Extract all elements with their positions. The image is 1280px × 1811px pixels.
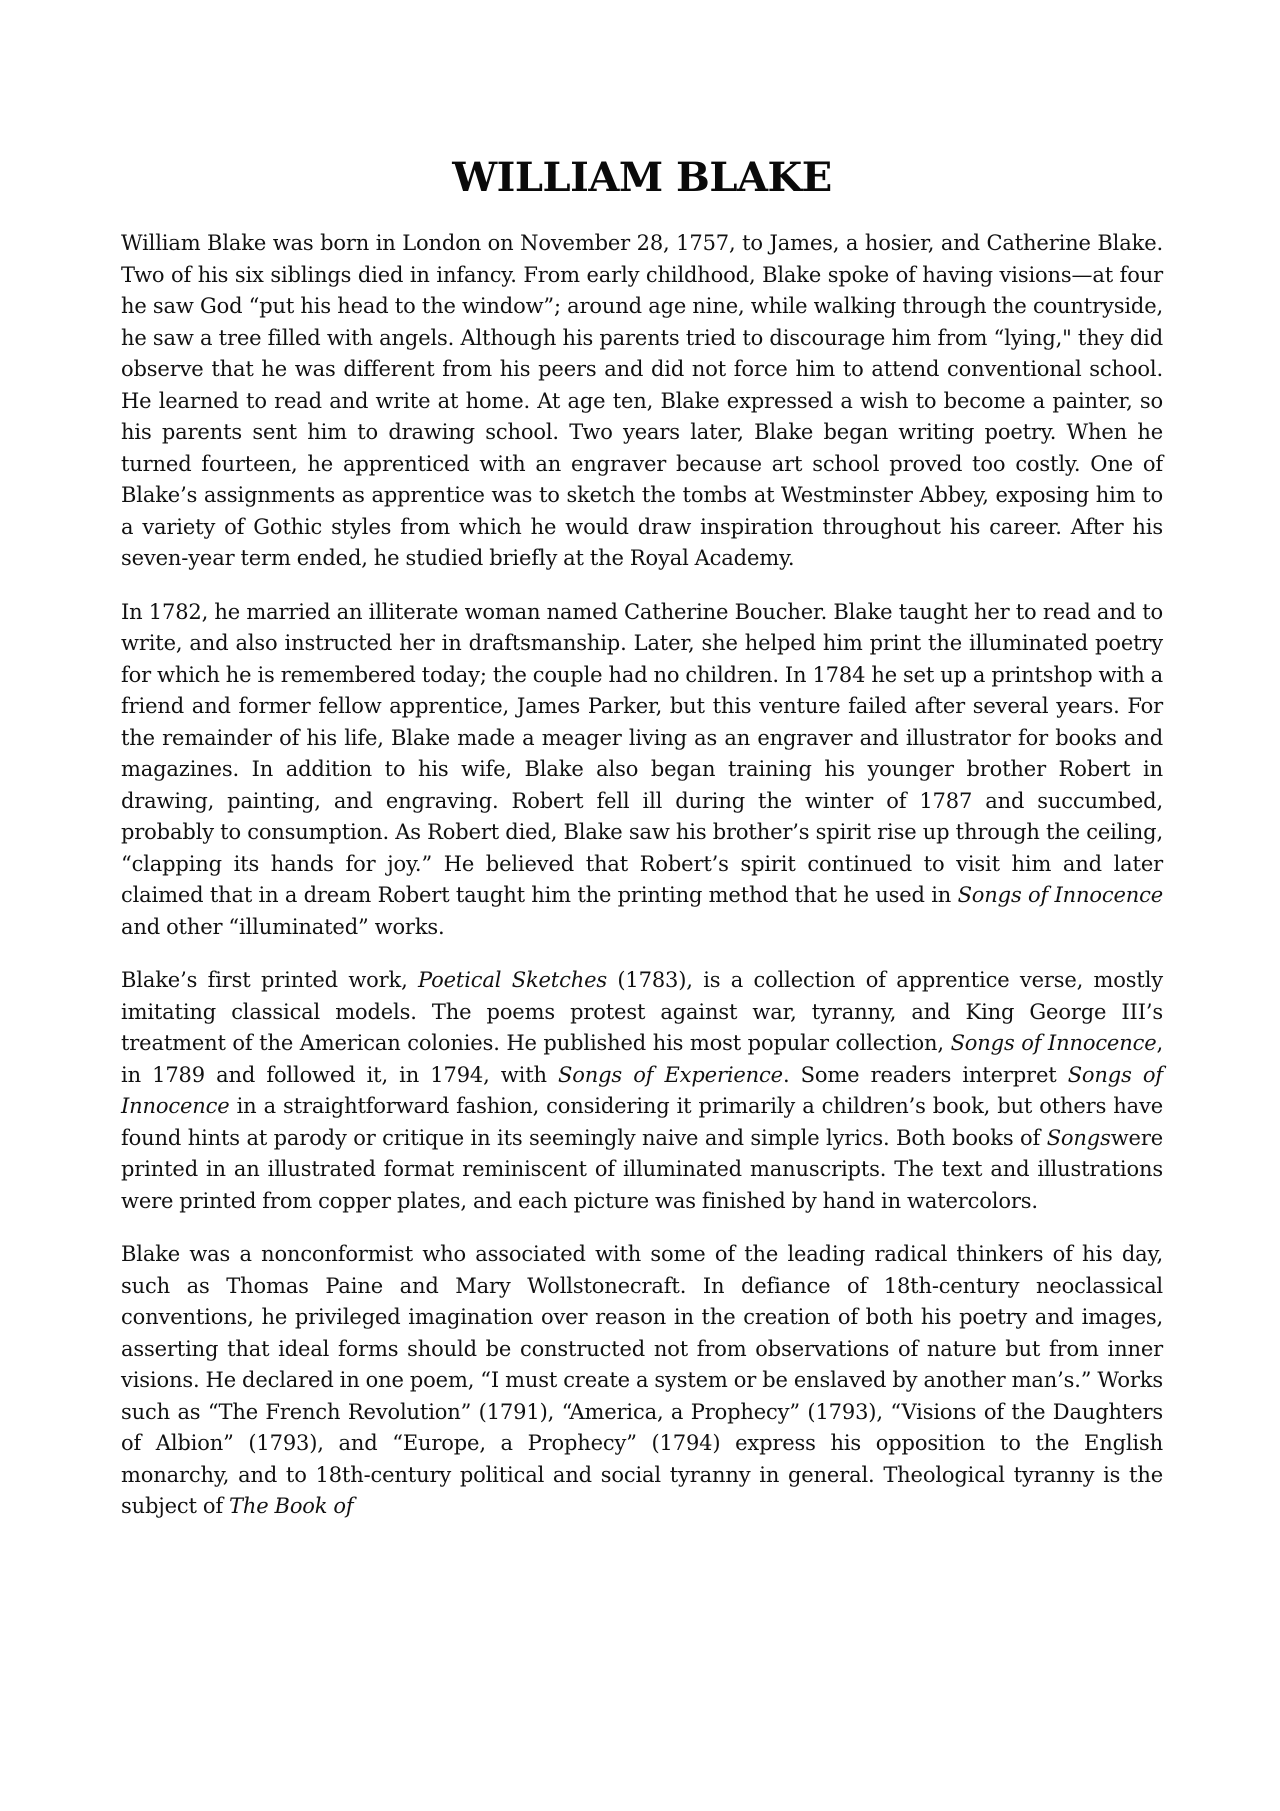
paragraph-1 <box>121 228 1163 575</box>
italic-title-text: The Book of <box>229 1494 354 1518</box>
body-text: . Some readers interpret <box>782 1062 1068 1087</box>
italic-title-text: Poetical Sketches <box>418 968 607 992</box>
document-page <box>121 150 1163 1545</box>
body-text: and other “illuminated” works. <box>121 914 445 939</box>
body-text: (1783), is a collection of apprentice verse, mostly imitating classical models. The poems protest against war, tyranny, and King George III’s treatment of the American colonies. He published his most popular collection, <box>121 968 1163 1055</box>
italic-title-text: Songs of Experience <box>558 1062 783 1087</box>
body-text: Blake’s first printed work, <box>121 968 419 992</box>
body-text: in a straightforward fashion, considering it primarily a children’s book, but others have found hints at parody or critique in its seemingly naive and simple lyrics. Both books of <box>121 1094 1163 1150</box>
italic-title-text: Songs <box>1046 1125 1111 1150</box>
italic-title-text: Songs of Innocence <box>950 1031 1157 1055</box>
body-text: were printed in an illustrated format reminiscent of illuminated manuscripts. The text and illustrations were printed from copper plates, and each picture was finished by hand in watercolors. <box>121 1125 1163 1213</box>
italic-title-text: Songs of Innocence <box>957 883 1164 907</box>
paragraph-2 <box>121 597 1163 944</box>
paragraph-4 <box>121 1239 1163 1523</box>
paragraph-3 <box>121 965 1163 1217</box>
body-text: , in 1789 and followed it, in 1794, with <box>121 1031 1164 1087</box>
document-body <box>121 228 1163 1523</box>
body-text: In 1782, he married an illiterate woman named Catherine Boucher. Blake taught her to read and to write, and also instructed her in draftsmanship. Later, she helped him print the illuminated poetry for which he is remembered today; the couple had no children. In 1784 he set up a printshop with a friend and former fellow apprentice, James Parker, but this venture failed after several years. For the remainder of his life, Blake made a meager living as an engraver and illustrator for books and magazines. In addition to his wife, Blake also began training his younger brother Robert in drawing, painting, and engraving. Robert fell ill during the winter of 1787 and succumbed, probably to consumption. As Robert died, Blake saw his brother’s spirit rise up through the ceiling, “clapping its hands for joy.” He believed that Robert’s spirit continued to visit him and later claimed that in a dream Robert taught him the printing method that he used in <box>121 599 1163 907</box>
document-title: WILLIAM BLAKE <box>452 154 832 201</box>
italic-title-text: Songs of Innocence <box>121 1062 1163 1118</box>
body-text: William Blake was born in London on November 28, 1757, to James, a hosier, and Catherine Blake. Two of his six siblings died in infancy. From early childhood, Blake spoke of having visions—at four he saw God “put his head to the window”; around age nine, while walking through the countryside, he saw a tree filled with angels. Although his parents tried to discourage him from “lying," they did observe that he was different from his peers and did not force him to attend conventional school. He learned to read and write at home. At age ten, Blake expressed a wish to become a painter, so his parents sent him to drawing school. Two years later, Blake began writing poetry. When he turned fourteen, he apprenticed with an engraver because art school proved too costly. One of Blake’s assignments as apprentice was to sketch the tombs at Westminster Abbey, exposing him to a variety of Gothic styles from which he would draw inspiration throughout his career. After his seven-year term ended, he studied briefly at the Royal Academy. <box>121 231 1163 570</box>
body-text: Blake was a nonconformist who associated with some of the leading radical thinkers of his day, such as Thomas Paine and Mary Wollstonecraft. In defiance of 18th-century neoclassical conventions, he privileged imagination over reason in the creation of both his poetry and images, asserting that ideal forms should be constructed not from observations of nature but from inner visions. He declared in one poem, “I must create a system or be enslaved by another man’s.” Works such as “The French Revolution” (1791), “America, a Prophecy” (1793), “Visions of the Daughters of Albion” (1793), and “Europe, a Prophecy” (1794) express his opposition to the English monarchy, and to 18th-century political and social tyranny in general. Theological tyranny is the subject of <box>121 1242 1163 1518</box>
